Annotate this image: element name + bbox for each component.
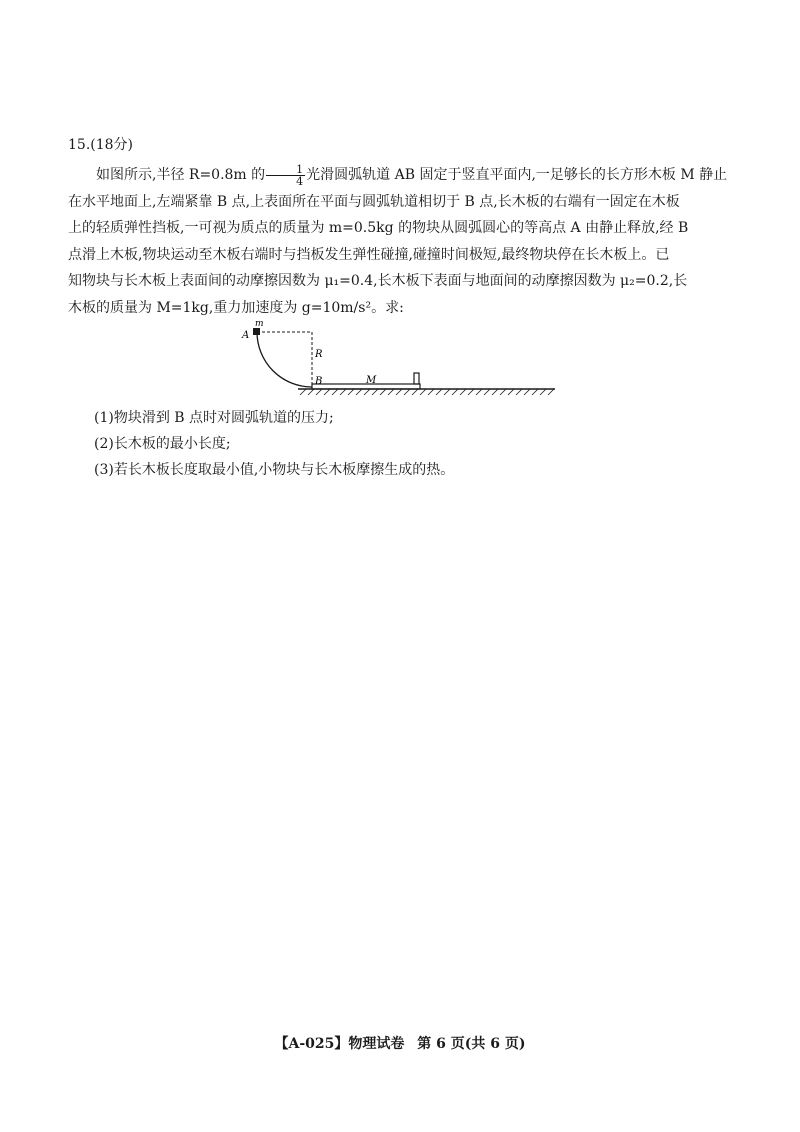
page-footer (0, 1033, 800, 1053)
question-line-5: 知物块与长木板上表面间的动摩擦因数为 μ₁=0.4,长木板下表面与地面间的动摩擦因数为 μ₂=0.2,长 (68, 273, 688, 289)
question-line-3: 上的轻质弹性挡板,一可视为质点的质量为 m=0.5kg 的物块从圆弧圆心的等高点 A 由静止释放,经 B (68, 220, 689, 236)
question-number: 15.(18分) (68, 137, 134, 153)
quarter-fraction (266, 164, 305, 187)
question-line-1b: 光滑圆弧轨道 AB 固定于竖直平面内,一足够长的长方形木板 M 静止 (306, 167, 728, 183)
label-m: m (255, 319, 264, 329)
exam-code: 【A-025】物理试卷 (274, 1036, 405, 1052)
fraction-denominator: 4 (296, 174, 304, 188)
question-line-4: 点滑上木板,物块运动至木板右端时与挡板发生弹性碰撞,碰撞时间极短,最终物块停在长木板上。已 (68, 246, 670, 263)
question-line-1a: 如图所示,半径 R=0.8m 的 (96, 167, 266, 183)
question-body (68, 162, 732, 321)
physics-diagram (230, 318, 570, 408)
baffle (414, 373, 419, 384)
label-M: M (366, 375, 377, 386)
fraction-numerator: 1 (266, 164, 305, 176)
ground-hatching (300, 389, 554, 395)
subquestion-1: (1)物块滑到 B 点时对圆弧轨道的压力; (94, 410, 334, 426)
label-B: B (315, 376, 323, 387)
question-line-2: 在水平地面上,左端紧靠 B 点,上表面所在平面与圆弧轨道相切于 B 点,长木板的右端有一固定在木板 (68, 193, 680, 210)
question-line-1 (68, 162, 732, 189)
subquestion-list (94, 405, 454, 483)
subquestion-3: (3)若长木板长度取最小值,小物块与长木板摩擦生成的热。 (94, 462, 455, 478)
page-number: 第 6 页(共 6 页) (417, 1036, 526, 1052)
arc-track (257, 332, 312, 387)
block-m (253, 328, 260, 335)
question-line-6: 木板的质量为 M=1kg,重力加速度为 g=10m/s²。求: (68, 299, 404, 316)
label-A: A (242, 330, 250, 341)
label-R: R (315, 349, 323, 360)
subquestion-2: (2)长木板的最小长度; (94, 436, 231, 452)
